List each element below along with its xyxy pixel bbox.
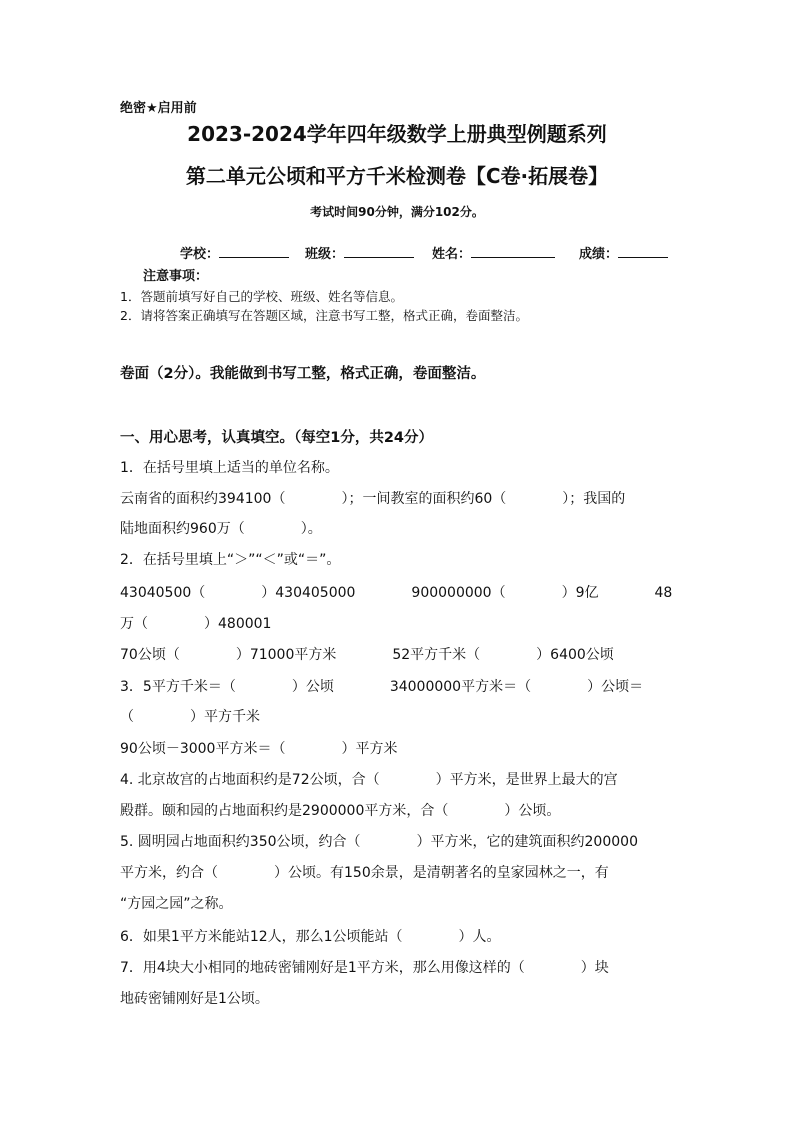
score-blank[interactable] (618, 245, 668, 258)
question-line: 2．在括号里填上“＞”“＜”或“＝”。 (120, 552, 341, 568)
question-line: 4. 北京故宫的占地面积约是72公顷，合（ ）平方米，是世界上最大的宫 (120, 772, 618, 788)
class-field[interactable] (305, 243, 414, 262)
question-line: 地砖密铺刚好是1公顷。 (120, 991, 269, 1007)
exam-time-note: 考试时间90分钟，满分102分。 (310, 205, 484, 219)
question-line: 5. 圆明园占地面积约350公顷，约合（ ）平方米，它的建筑面积约200000 (120, 834, 638, 850)
question-line: 70公顷（ ）71000平方米 52平方千米（ ）6400公顷 (120, 647, 614, 663)
exam-subtitle: 第二单元公顷和平方千米检测卷【C卷·拓展卷】 (185, 164, 609, 188)
name-field[interactable] (432, 243, 555, 262)
score-label: 成绩： (579, 247, 619, 262)
notice-title: 注意事项： (143, 269, 209, 284)
neatness-statement: 卷面（2分）。我能做到书写工整，格式正确，卷面整洁。 (120, 366, 486, 382)
school-blank[interactable] (219, 245, 289, 258)
question-line: 43040500（ ）430405000 900000000（ ）9亿 48 (120, 585, 673, 601)
confidential-label: 绝密★启用前 (120, 101, 197, 116)
section-heading: 一、用心思考，认真填空。（每空1分，共24分） (120, 430, 434, 446)
class-blank[interactable] (344, 245, 414, 258)
question-line: 云南省的面积约394100（ ）；一间教室的面积约60（ ）；我国的 (120, 491, 626, 507)
question-line: 7．用4块大小相同的地砖密铺刚好是1平方米，那么用像这样的（ ）块 (120, 960, 609, 976)
class-label: 班级： (305, 247, 345, 262)
notice-item: 2．请将答案正确填写在答题区域，注意书写工整，格式正确，卷面整洁。 (120, 308, 528, 323)
question-line: “方园之园”之称。 (120, 896, 233, 912)
question-line: 殿群。颐和园的占地面积约是2900000平方米，合（ ）公顷。 (120, 803, 561, 819)
name-blank[interactable] (471, 245, 555, 258)
question-line: 6．如果1平方米能站12人，那么1公顷能站（ ）人。 (120, 929, 501, 945)
question-line: 1．在括号里填上适当的单位名称。 (120, 460, 339, 476)
notice-item: 1．答题前填写好自己的学校、班级、姓名等信息。 (120, 289, 403, 304)
question-line: 万（ ）480001 (120, 616, 272, 632)
school-label: 学校： (180, 247, 220, 262)
school-field[interactable] (180, 243, 289, 262)
question-line: 90公顷－3000平方米＝（ ）平方米 (120, 741, 398, 757)
question-line: 3．5平方千米＝（ ）公顷 34000000平方米＝（ ）公顷＝ (120, 679, 644, 695)
score-field[interactable] (579, 243, 668, 262)
name-label: 姓名： (432, 247, 472, 262)
question-line: 陆地面积约960万（ ）。 (120, 521, 322, 537)
exam-title: 2023-2024学年四年级数学上册典型例题系列 (187, 122, 607, 146)
question-line: 平方米，约合（ ）公顷。有150余景，是清朝著名的皇家园林之一，有 (120, 865, 609, 881)
question-line: （ ）平方千米 (120, 709, 260, 725)
